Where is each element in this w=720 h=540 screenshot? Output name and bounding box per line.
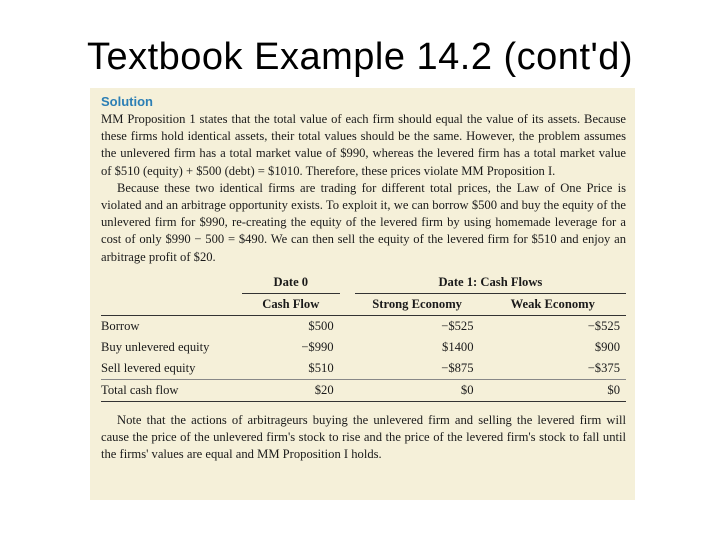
cell-weak: −$375	[587, 360, 620, 375]
solution-paragraph-2: Because these two identical firms are trading for different total prices, the Law of One Price is violated and an arbitrage opportunity exists. To exploit it, we can borrow $500 and buy the equity of the unlevered firm for $990, re-creating the equity of the levered firm by using homemade leverage for a cost of only $990 − 500 = $490. We can then sell the equity of the levered firm for $510 and enjoy an arbitrage profit of $20.	[101, 180, 626, 264]
cell-strong: −$525	[355, 315, 480, 337]
cash-flow-table	[101, 272, 626, 402]
row-label: Total cash flow	[101, 379, 242, 401]
row-label: Borrow	[101, 315, 242, 337]
table-row	[101, 337, 626, 358]
cell-strong: $1400	[442, 339, 474, 354]
date1-header: Date 1: Cash Flows	[355, 272, 626, 294]
row-label: Buy unlevered equity	[101, 339, 210, 354]
date0-header: Date 0	[242, 272, 340, 294]
cell-cash-flow: $20	[242, 379, 340, 401]
solution-box	[90, 88, 635, 500]
col-weak-economy: Weak Economy	[480, 293, 626, 315]
table-corner	[101, 272, 242, 294]
table-row	[101, 358, 626, 380]
cell-weak: −$525	[480, 315, 626, 337]
cell-strong: −$875	[441, 360, 474, 375]
cell-strong: $0	[355, 379, 480, 401]
table-row	[101, 315, 626, 337]
cell-weak: $0	[480, 379, 626, 401]
cell-cash-flow: −$990	[301, 339, 334, 354]
slide-title: Textbook Example 14.2 (cont'd)	[86, 36, 634, 78]
cell-cash-flow: $500	[242, 315, 340, 337]
table-row-total	[101, 379, 626, 401]
solution-paragraph-1: MM Proposition 1 states that the total value of each firm should equal the value of its assets. Because these firms hold identical assets, their total values should be the same. However, the problem assumes the unlevered firm has a total market value of $990, whereas the levered firm has a total market value of $510 (equity) + $500 (debt) = $1010. Therefore, these prices violate MM Proposition I.	[101, 112, 626, 178]
cell-weak: $900	[594, 339, 620, 354]
solution-heading: Solution	[101, 94, 153, 109]
solution-note: Note that the actions of arbitrageurs buying the unlevered firm and selling the levered firm will cause the price of the unlevered firm's stock to rise and the price of the levered firm's stock to fall until the firms' values are equal and MM Proposition I holds.	[101, 412, 626, 462]
table-column-header-row	[101, 293, 626, 315]
col-cash-flow: Cash Flow	[242, 293, 340, 315]
cell-cash-flow: $510	[308, 360, 334, 375]
row-label: Sell levered equity	[101, 360, 196, 375]
table-group-header-row	[101, 272, 626, 294]
col-strong-economy: Strong Economy	[355, 293, 480, 315]
